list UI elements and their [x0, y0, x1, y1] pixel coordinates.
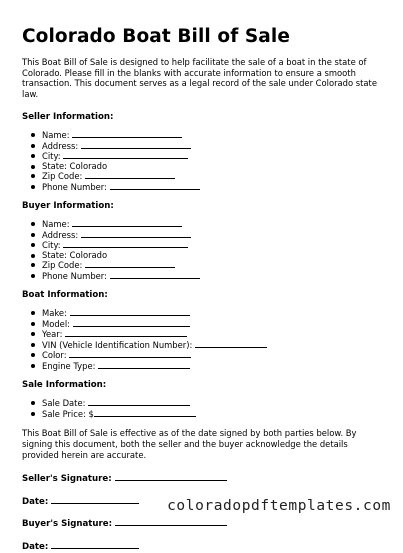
boat-vin-row — [42, 340, 384, 351]
outro-paragraph: This Boat Bill of Sale is effective as of the date signed by both parties below. By signing this document, both the seller and the buyer acknowledge the details provided herein are accurate. — [22, 428, 357, 460]
buyer-address-label: Address: — [42, 229, 79, 240]
seller-phone-blank[interactable] — [110, 182, 200, 190]
boat-vin-label: VIN (Vehicle Identification Number): — [42, 339, 193, 350]
boat-color-blank[interactable] — [69, 350, 191, 358]
sale-price-blank[interactable] — [94, 409, 196, 417]
buyer-section — [22, 201, 384, 281]
boat-heading: Boat Information: — [22, 290, 108, 301]
sale-section — [22, 380, 384, 419]
boat-year-blank[interactable] — [65, 329, 187, 337]
seller-section — [22, 112, 384, 192]
boat-year-label: Year: — [42, 329, 63, 340]
sale-date-row — [42, 398, 384, 409]
seller-address-label: Address: — [42, 140, 79, 151]
buyer-phone-row — [42, 271, 384, 282]
sale-heading: Sale Information: — [22, 380, 107, 391]
document-page — [22, 26, 384, 553]
buyer-name-label: Name: — [42, 219, 70, 230]
buyer-fields — [22, 219, 384, 281]
buyer-zip-label: Zip Code: — [42, 260, 83, 271]
boat-section — [22, 290, 384, 371]
boat-engine-label: Engine Type: — [42, 360, 96, 371]
seller-date-blank[interactable] — [51, 495, 139, 504]
buyer-zip-blank[interactable] — [85, 260, 175, 268]
seller-state-row — [42, 162, 384, 172]
buyer-name-row — [42, 219, 384, 230]
seller-signature-blank[interactable] — [115, 472, 227, 481]
seller-phone-label: Phone Number: — [42, 181, 107, 192]
buyer-address-row — [42, 230, 384, 241]
seller-signature-label: Seller's Signature: — [22, 474, 112, 485]
seller-zip-label: Zip Code: — [42, 171, 83, 182]
seller-name-blank[interactable] — [72, 130, 182, 138]
seller-fields — [22, 130, 384, 192]
seller-zip-blank[interactable] — [85, 171, 175, 179]
seller-state-label: State: Colorado — [42, 160, 108, 171]
boat-model-blank[interactable] — [73, 319, 190, 327]
boat-model-label: Model: — [42, 318, 70, 329]
seller-heading: Seller Information: — [22, 112, 114, 123]
sale-price-row — [42, 409, 384, 420]
buyer-signature-label: Buyer's Signature: — [22, 519, 113, 530]
buyer-name-blank[interactable] — [72, 219, 182, 227]
buyer-city-label: City: — [42, 240, 61, 251]
seller-phone-row — [42, 182, 384, 193]
intro-paragraph: This Boat Bill of Sale is designed to help facilitate the sale of a boat in the state of Colorado. Please fill in the blanks with accurate information to ensure a smooth transaction. This document serves as a legal record of the sale under Colorado state law. — [22, 57, 377, 99]
boat-year-row — [42, 329, 384, 340]
boat-engine-blank[interactable] — [98, 361, 190, 369]
buyer-state-row — [42, 251, 384, 261]
buyer-state-label: State: Colorado — [42, 249, 108, 260]
seller-address-blank[interactable] — [81, 141, 191, 149]
seller-city-blank[interactable] — [63, 151, 188, 159]
seller-zip-row — [42, 171, 384, 182]
buyer-signature-blank[interactable] — [115, 517, 227, 526]
boat-make-label: Make: — [42, 308, 67, 319]
boat-make-row — [42, 308, 384, 319]
sale-date-blank[interactable] — [88, 398, 190, 406]
seller-name-row — [42, 130, 384, 141]
boat-color-label: Color: — [42, 350, 67, 361]
boat-model-row — [42, 319, 384, 330]
buyer-date-blank[interactable] — [51, 540, 139, 549]
buyer-heading: Buyer Information: — [22, 201, 114, 212]
seller-address-row — [42, 141, 384, 152]
boat-vin-blank[interactable] — [195, 340, 267, 348]
boat-engine-row — [42, 361, 384, 372]
buyer-zip-row — [42, 260, 384, 271]
sale-fields — [22, 398, 384, 419]
buyer-phone-blank[interactable] — [110, 271, 200, 279]
buyer-date-row — [22, 540, 384, 553]
buyer-city-blank[interactable] — [63, 240, 188, 248]
boat-color-row — [42, 350, 384, 361]
site-watermark: coloradopdftemplates.com — [167, 498, 391, 514]
boat-fields — [22, 308, 384, 371]
document-title: Colorado Boat Bill of Sale — [22, 26, 290, 47]
sale-date-label: Sale Date: — [42, 398, 86, 409]
sale-price-label: Sale Price: $ — [42, 408, 94, 419]
boat-make-blank[interactable] — [70, 308, 190, 316]
seller-signature-row — [22, 472, 384, 485]
seller-name-label: Name: — [42, 130, 70, 141]
seller-city-label: City: — [42, 151, 61, 162]
buyer-signature-row — [22, 517, 384, 530]
buyer-address-blank[interactable] — [81, 230, 191, 238]
seller-date-label: Date: — [22, 496, 49, 507]
buyer-phone-label: Phone Number: — [42, 270, 107, 281]
buyer-date-label: Date: — [22, 541, 49, 552]
